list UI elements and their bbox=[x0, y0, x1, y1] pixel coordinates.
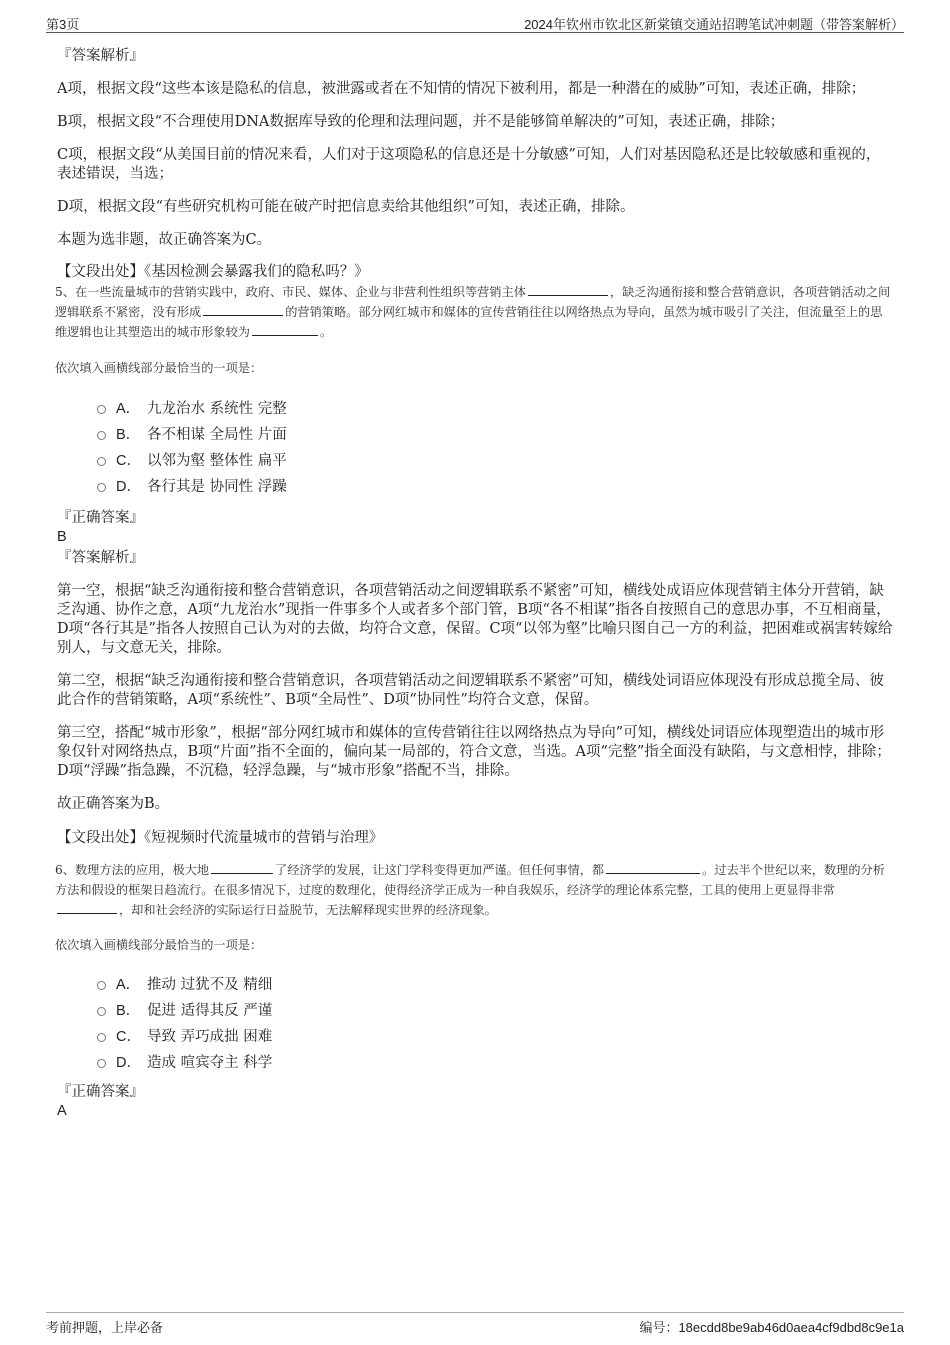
analysis-mark: 『答案解析』 bbox=[57, 550, 144, 566]
radio-icon[interactable] bbox=[97, 981, 106, 990]
option-d[interactable]: D． 造成 喧宾夺主 科学 bbox=[57, 1050, 893, 1076]
analysis-paragraph: B项，根据文段“不合理使用DNA数据库导致的伦理和法理问题，并不是能够简单解决的”可知，表述正确，排除； bbox=[57, 114, 785, 130]
option-b[interactable]: B． 各不相谋 全局性 片面 bbox=[57, 422, 893, 448]
fill-blank bbox=[57, 900, 117, 914]
analysis-paragraph: 本题为选非题，故正确答案为C。 bbox=[57, 232, 272, 248]
source-citation: 【文段出处】《基因检测会暴露我们的隐私吗？》 bbox=[57, 264, 369, 280]
correct-answer: A bbox=[57, 1103, 67, 1119]
document-code: 编号：18ecdd8be9ab46d0aea4cf9dbd8c9e1a bbox=[639, 1320, 904, 1335]
page-content bbox=[57, 46, 893, 1120]
question-6-stem: 6、数理方法的应用，极大地 了经济学的发展，让这门学科变得更加严谨。但任何事情，都 。过去半个世纪以来，数理的分析方法和假设的框架日趋流行。在很多情况下，过度的数理化，使得经济学正成为一种自我娱乐，经济学的理论体系完整，工具的使用上更显得非常，却和社会经济的实际运行日益脱节，无法解释现实世界的经济现象。 bbox=[55, 860, 893, 920]
page-header bbox=[46, 12, 904, 33]
correct-answer: B bbox=[57, 529, 67, 545]
fill-blank bbox=[252, 322, 318, 336]
radio-icon[interactable] bbox=[97, 1033, 106, 1042]
fill-blank bbox=[211, 860, 273, 874]
analysis-mark: 『答案解析』 bbox=[57, 48, 144, 64]
radio-icon[interactable] bbox=[97, 405, 106, 414]
correct-answer-mark: 『正确答案』 bbox=[57, 1084, 144, 1100]
analysis-paragraph: C项，根据文段“从美国目前的情况来看，人们对于这项隐私的信息还是十分敏感”可知，人们对基因隐私还是比较敏感和重视的，表述错误，当选； bbox=[57, 147, 881, 182]
option-d[interactable]: D． 各行其是 协同性 浮躁 bbox=[57, 474, 893, 500]
analysis-paragraph: 第三空，搭配“城市形象”，根据“部分网红城市和媒体的宣传营销往往以网络热点为导向”可知，横线处词语应体现塑造出的城市形象仅针对网络热点，B项“片面”指不全面的，偏向某一局部的，符合文意，当选。A项“完整”指全面没有缺陷，与文意相悖，排除；D项“浮躁”指急躁，不沉稳，轻浮急躁，与“城市形象”搭配不当，排除。 bbox=[57, 725, 891, 779]
option-a[interactable]: A． 推动 过犹不及 精细 bbox=[57, 972, 893, 998]
analysis-paragraph: 第一空，根据“缺乏沟通衔接和整合营销意识，各项营销活动之间逻辑联系不紧密”可知，横线处成语应体现营销主体分开营销，缺乏沟通、协作之意，A项“九龙治水”现指一件事多个人或者多个部门管，B项“各不相谋”指各自按照自己的意思办事，不互相商量，D项“各行其是”指各人按照自己认为对的去做，均符合文意，保留。C项“以邻为壑”比喻只图自己一方的利益，把困难或祸害转嫁给别人，与文意无关，排除。 bbox=[57, 583, 893, 656]
option-b[interactable]: B． 促进 适得其反 严谨 bbox=[57, 998, 893, 1024]
radio-icon[interactable] bbox=[97, 431, 106, 440]
footer-slogan: 考前押题，上岸必备 bbox=[46, 1320, 164, 1335]
radio-icon[interactable] bbox=[97, 457, 106, 466]
fill-blank bbox=[528, 282, 608, 296]
radio-icon[interactable] bbox=[97, 1007, 106, 1016]
radio-icon[interactable] bbox=[97, 1059, 106, 1068]
page-number: 第3页 bbox=[46, 17, 80, 32]
question-5-stem: 5、在一些流量城市的营销实践中，政府、市民、媒体、企业与非营利性组织等营销主体 ，缺乏沟通衔接和整合营销意识，各项营销活动之间逻辑联系不紧密，没有形成 的营销策略。部分网红城市和媒体的宣传营销往往以网络热点为导向，虽然为城市吸引了关注，但流量至上的思维逻辑也让其塑造出的城市形象较为 。 bbox=[55, 282, 893, 342]
analysis-paragraph: D项，根据文段“有些研究机构可能在破产时把信息卖给其他组织”可知，表述正确，排除。 bbox=[57, 199, 635, 215]
radio-icon[interactable] bbox=[97, 483, 106, 492]
option-a[interactable]: A． 九龙治水 系统性 完整 bbox=[57, 396, 893, 422]
document-title: 2024年钦州市钦北区新棠镇交通站招聘笔试冲刺题（带答案解析） bbox=[524, 17, 904, 32]
source-citation: 【文段出处】《短视频时代流量城市的营销与治理》 bbox=[57, 830, 384, 846]
option-c[interactable]: C． 以邻为壑 整体性 扁平 bbox=[57, 448, 893, 474]
option-c[interactable]: C． 导致 弄巧成拙 困难 bbox=[57, 1024, 893, 1050]
analysis-paragraph: 故正确答案为B。 bbox=[57, 796, 170, 812]
question-prompt: 依次填入画横线部分最恰当的一项是： bbox=[55, 938, 263, 952]
analysis-paragraph: A项，根据文段“这些本该是隐私的信息，被泄露或者在不知情的情况下被利用，都是一种潜在的威胁”可知，表述正确，排除； bbox=[57, 81, 866, 97]
fill-blank bbox=[606, 860, 700, 874]
page-footer bbox=[46, 1312, 904, 1337]
correct-answer-mark: 『正确答案』 bbox=[57, 510, 144, 526]
options-list bbox=[57, 396, 893, 500]
options-list bbox=[57, 972, 893, 1076]
analysis-paragraph: 第二空，根据“缺乏沟通衔接和整合营销意识，各项营销活动之间逻辑联系不紧密”可知，横线处词语应体现没有形成总揽全局、彼此合作的营销策略，A项“系统性”、B项“全局性”、D项“协同性”均符合文意，保留。 bbox=[57, 673, 884, 708]
fill-blank bbox=[203, 302, 283, 316]
question-prompt: 依次填入画横线部分最恰当的一项是： bbox=[55, 361, 263, 375]
